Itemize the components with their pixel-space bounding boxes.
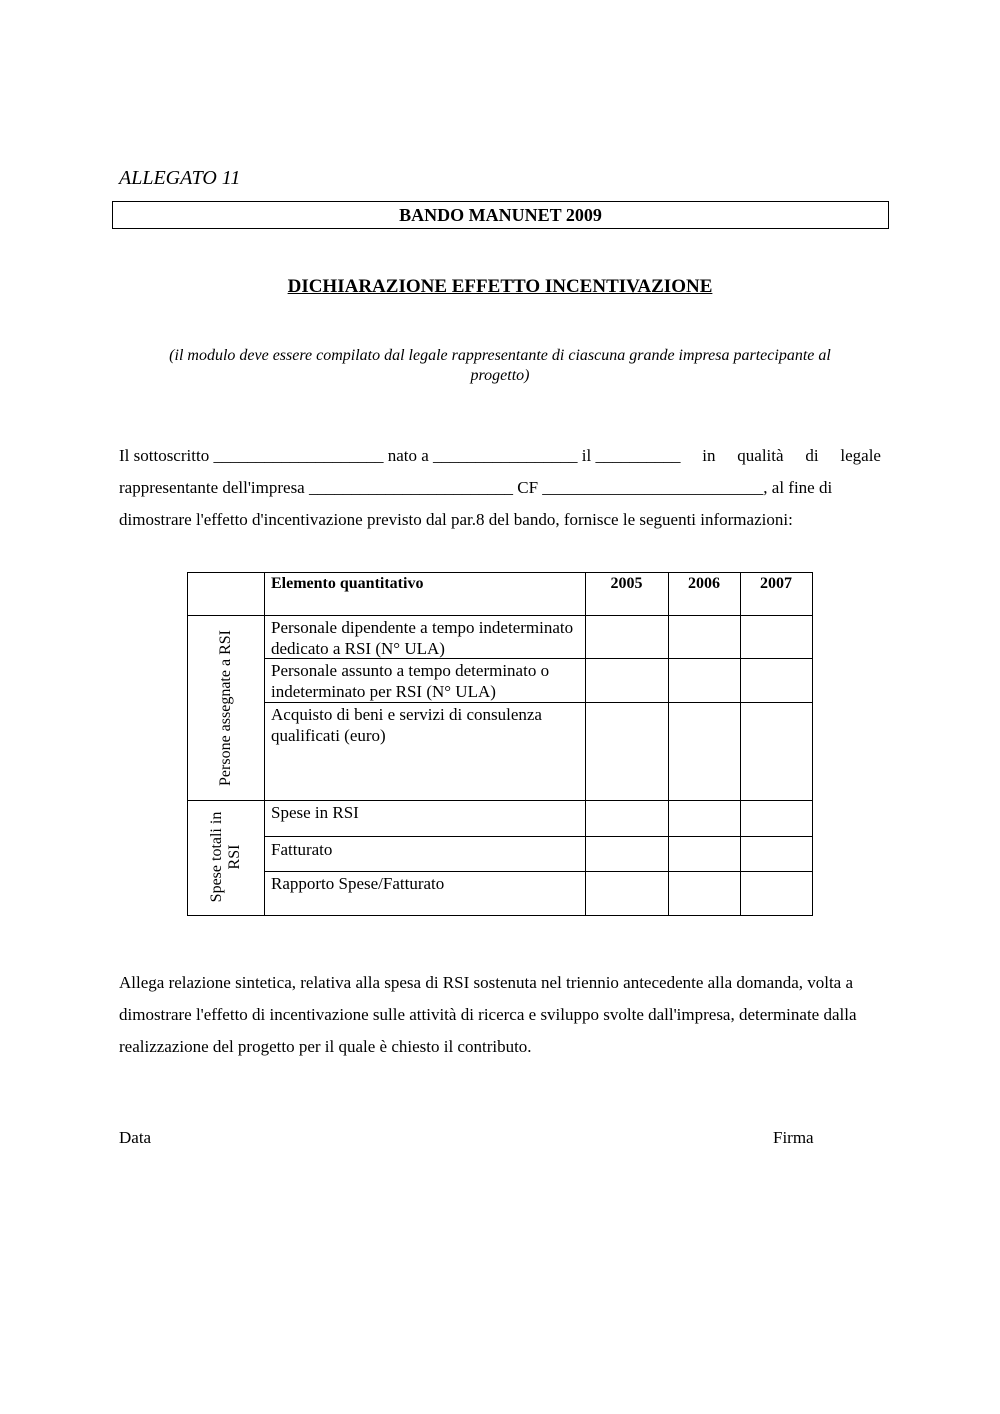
attachment-number: ALLEGATO 11 <box>119 167 241 189</box>
header-year-2007: 2007 <box>760 575 792 592</box>
instruction-note: (il modulo deve essere compilato dal legale rappresentante di ciascuna grande impresa partecipante al progetto) <box>169 347 831 384</box>
declaration-line-1-part-d: di <box>805 446 819 465</box>
table-column-divider <box>668 572 669 916</box>
declaration-line-3: dimostrare l'effetto d'incentivazione previsto dal par.8 del bando, fornisce le seguenti informazioni: <box>119 510 793 529</box>
header-element: Elemento quantitativo <box>271 575 424 592</box>
table-group-divider <box>187 800 813 801</box>
table-border-right <box>812 572 813 916</box>
row-label: Personale dipendente a tempo indeterminato dedicato a RSI (N° ULA) <box>271 618 574 658</box>
table-row-divider <box>264 702 813 703</box>
document-title: DICHIARAZIONE EFFETTO INCENTIVAZIONE <box>287 276 713 297</box>
date-label: Data <box>119 1128 152 1147</box>
declaration-line-2-text: rappresentante dell'impresa ________________________ CF __________________________, al fine di <box>119 478 833 497</box>
group-label-persons: Persone assegnate a RSI <box>217 630 234 786</box>
row-label: Personale assunto a tempo determinato o indeterminato per RSI (N° ULA) <box>271 661 550 701</box>
group-label-expenses-line1: Spese totali in <box>208 811 225 903</box>
declaration-line-1-part-c: qualità <box>737 446 784 465</box>
signature-label: Firma <box>773 1128 814 1147</box>
table-row-divider <box>264 871 813 872</box>
incentive-table <box>187 572 813 916</box>
row-label: Acquisto di beni e servizi di consulenza qualificati (euro) <box>271 705 542 745</box>
table-column-divider <box>740 572 741 916</box>
attachment-paragraph: Allega relazione sintetica, relativa alla spesa di RSI sostenuta nel triennio antecedente alla domanda, volta a dimostrare l'effetto di incentivazione sulle attività di ricerca e sviluppo svolte dall'impresa, determinate dalla realizzazione del progetto per il quale è chiesto il contributo. <box>119 973 857 1056</box>
row-label: Spese in RSI <box>271 803 359 822</box>
declaration-line-1-part-e: legale <box>840 446 881 465</box>
declaration-line-1-part-b: in <box>702 446 716 465</box>
table-border-bottom <box>187 915 813 916</box>
table-column-divider <box>585 572 586 916</box>
table-header-divider <box>187 615 813 616</box>
declaration-paragraph <box>119 440 881 536</box>
declaration-line-2 <box>119 472 881 504</box>
group-label-expenses <box>208 807 248 907</box>
declaration-line-1-part-a: Il sottoscritto ____________________ nato a _________________ il __________ <box>119 446 681 465</box>
call-title-box: BANDO MANUNET 2009 <box>112 201 889 229</box>
table-row-divider <box>264 836 813 837</box>
header-year-2006: 2006 <box>688 575 720 592</box>
declaration-line-1 <box>119 440 881 472</box>
row-label: Rapporto Spese/Fatturato <box>271 874 445 893</box>
header-year-2005: 2005 <box>610 575 643 592</box>
table-border-top <box>187 572 813 573</box>
table-column-divider <box>264 572 265 916</box>
row-label: Fatturato <box>271 840 333 859</box>
table-border-left <box>187 572 188 916</box>
group-label-expenses-line2: RSI <box>226 844 243 870</box>
